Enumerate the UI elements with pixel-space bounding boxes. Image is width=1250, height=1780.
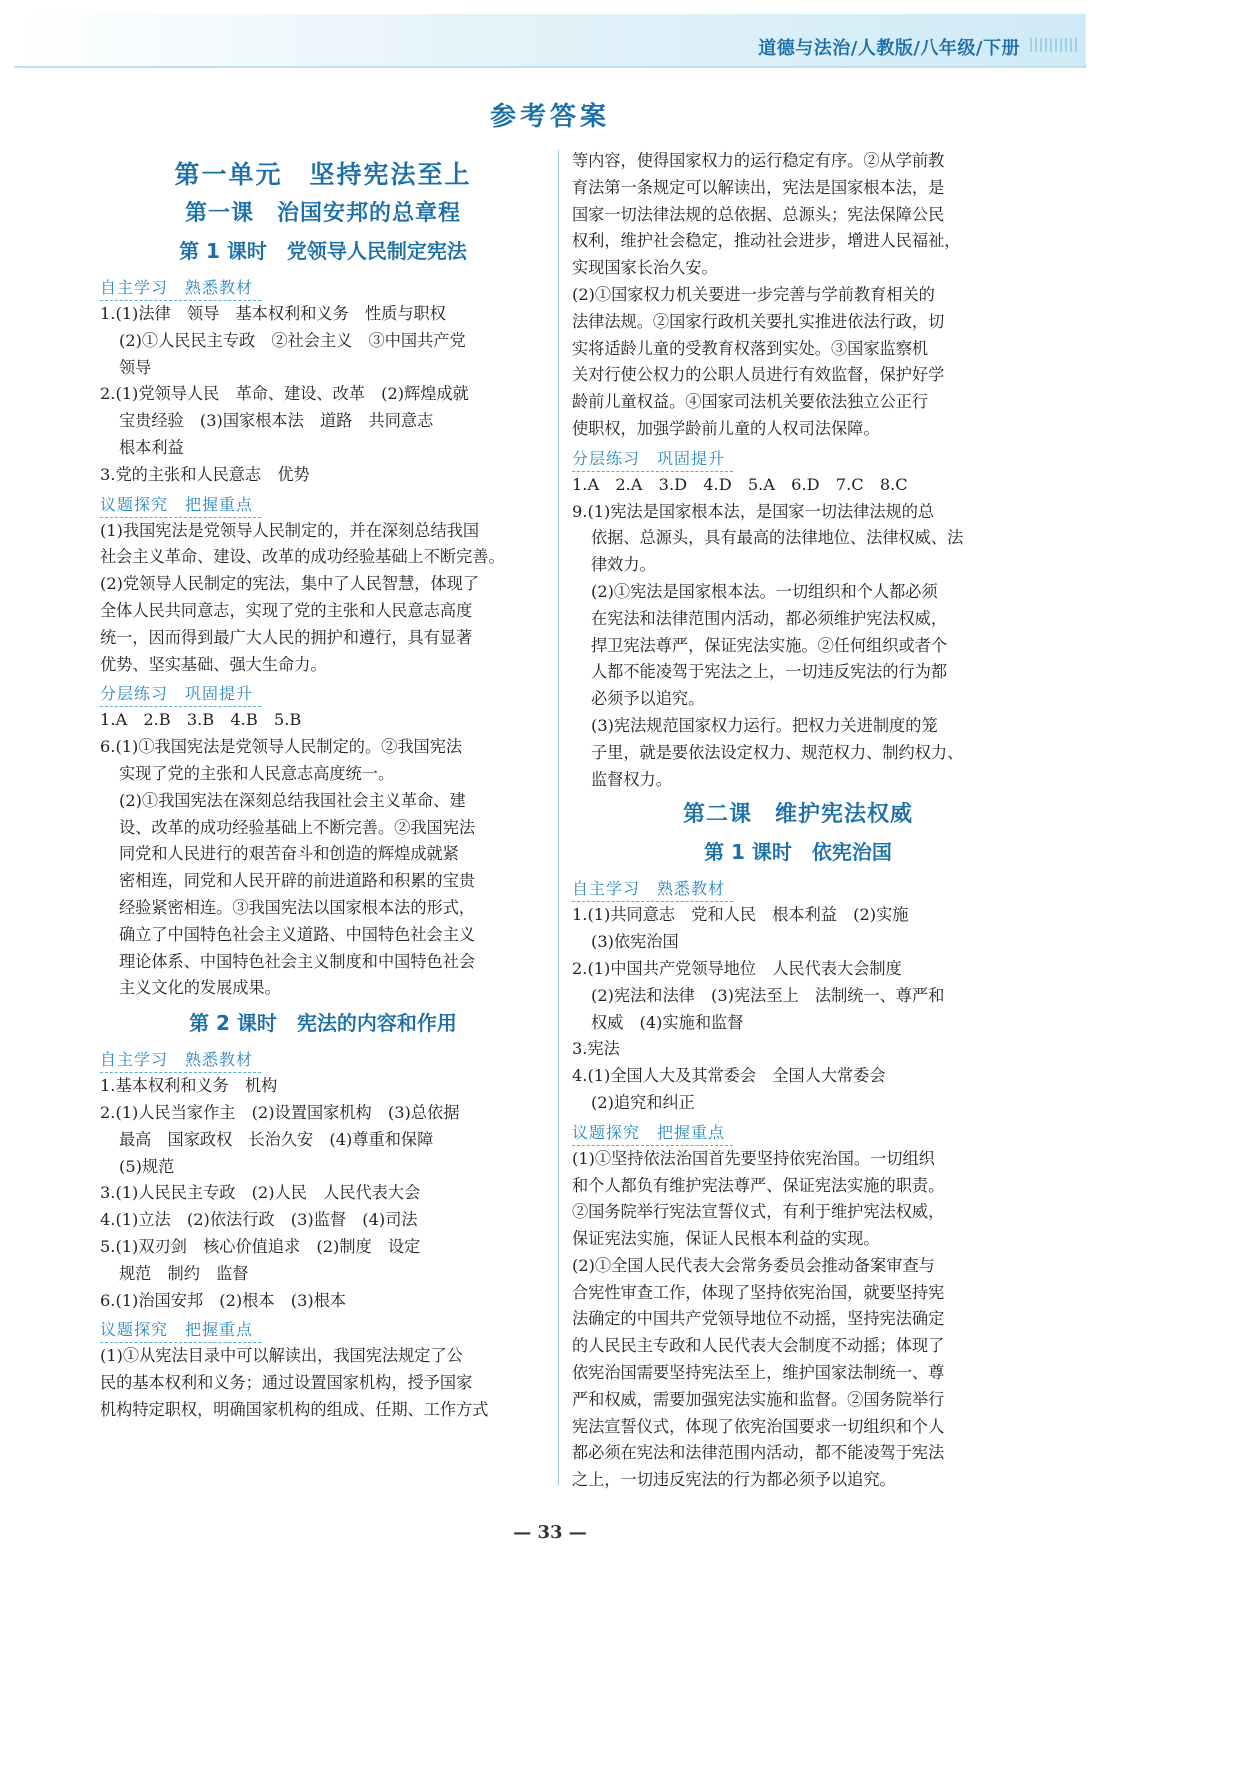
answer-line: (2)①全国人民代表大会常务委员会推动备案审查与 bbox=[572, 1255, 935, 1275]
page-title: 参考答案 bbox=[489, 102, 610, 132]
answer-line: (2)宪法和法律 (3)宪法至上 法制统一、尊严和 bbox=[591, 985, 945, 1005]
answer-line: 理论体系、中国特色社会主义制度和中国特色社会 bbox=[119, 951, 476, 971]
answer-line: 优势、坚实基础、强大生命力。 bbox=[100, 654, 327, 674]
header-decoration bbox=[1030, 38, 1080, 52]
answer-line: 1.A 2.A 3.D 4.D 5.A 6.D 7.C 8.C bbox=[572, 474, 908, 494]
period-title: 第 1 课时 依宪治国 bbox=[704, 840, 892, 865]
answer-line: 主义文化的发展成果。 bbox=[119, 978, 281, 998]
answer-line: 关对行使公权力的公职人员进行有效监督，保护好学 bbox=[572, 365, 945, 385]
answer-line: 依据、总源头，具有最高的法律地位、法律权威、法 bbox=[591, 528, 964, 548]
section-label: 议题探究 把握重点 bbox=[572, 1121, 733, 1146]
answer-block bbox=[100, 301, 546, 489]
left-column bbox=[100, 148, 546, 1424]
answer-line: ②国务院举行宪法宣誓仪式，有利于维护宪法权威， bbox=[572, 1202, 945, 1222]
answer-block bbox=[100, 518, 546, 679]
answer-line: (1)我国宪法是党领导人民制定的，并在深刻总结我国 bbox=[100, 520, 480, 540]
answer-line: 1.基本权利和义务 机构 bbox=[100, 1076, 278, 1096]
answer-line: 领导 bbox=[119, 357, 152, 377]
answer-line: 人都不能凌驾于宪法之上，一切违反宪法的行为都 bbox=[591, 662, 948, 682]
answer-line: (2)①我国宪法在深刻总结我国社会主义革命、建 bbox=[119, 790, 466, 810]
answer-line: 实现国家长治久安。 bbox=[572, 258, 718, 278]
answer-line: 规范 制约 监督 bbox=[119, 1263, 249, 1283]
section-label: 议题探究 把握重点 bbox=[100, 493, 261, 518]
answer-line: 最高 国家政权 长治久安 (4)尊重和保障 bbox=[119, 1129, 434, 1149]
answer-line: (2)①人民民主专政 ②社会主义 ③中国共产党 bbox=[119, 330, 466, 350]
answer-line: 经验紧密相连。③我国宪法以国家根本法的形式， bbox=[119, 897, 476, 917]
answer-line: (2)①宪法是国家根本法。一切组织和个人都必须 bbox=[591, 581, 938, 601]
answer-line: 使职权，加强学龄前儿童的人权司法保障。 bbox=[572, 418, 880, 438]
answer-line: 法律法规。②国家行政机关要扎实推进依法行政，切 bbox=[572, 311, 945, 331]
answer-line: 3.(1)人民民主专政 (2)人民 人民代表大会 bbox=[100, 1183, 421, 1203]
answer-line: 统一，因而得到最广大人民的拥护和遵行，具有显著 bbox=[100, 627, 473, 647]
answer-line: 严和权威，需要加强宪法实施和监督。②国务院举行 bbox=[572, 1389, 945, 1409]
answer-line: 律效力。 bbox=[591, 555, 656, 575]
unit-title: 第一单元 坚持宪法至上 bbox=[174, 160, 472, 189]
answer-line: 机构特定职权，明确国家机构的组成、任期、工作方式 bbox=[100, 1399, 489, 1419]
lesson-title: 第一课 治国安邦的总章程 bbox=[184, 201, 461, 226]
answer-line: (2)党领导人民制定的宪法，集中了人民智慧，体现了 bbox=[100, 574, 480, 594]
answer-line: (2)①国家权力机关要进一步完善与学前教育相关的 bbox=[572, 284, 935, 304]
answer-line: 2.(1)党领导人民 革命、建设、改革 (2)辉煌成就 bbox=[100, 384, 469, 404]
period-title: 第 1 课时 党领导人民制定宪法 bbox=[179, 239, 467, 263]
answer-line: 4.(1)立法 (2)依法行政 (3)监督 (4)司法 bbox=[100, 1210, 418, 1230]
answer-line: 之上，一切违反宪法的行为都必须予以追究。 bbox=[572, 1470, 896, 1490]
answer-line: 合宪性审查工作，体现了坚持依宪治国，就要坚持宪 bbox=[572, 1282, 945, 1302]
answer-block bbox=[572, 902, 1024, 1116]
answer-line: 5.(1)双刃剑 核心价值追求 (2)制度 设定 bbox=[100, 1236, 421, 1256]
answer-line: 在宪法和法律范围内活动，都必须维护宪法权威， bbox=[591, 608, 948, 628]
answer-line: (5)规范 bbox=[119, 1156, 175, 1176]
answer-line: (2)追究和纠正 bbox=[591, 1092, 695, 1112]
answer-line: 社会主义革命、建设、改革的成功经验基础上不断完善。 bbox=[100, 547, 505, 567]
answer-line: 9.(1)宪法是国家根本法，是国家一切法律法规的总 bbox=[572, 501, 935, 521]
answer-line: 法确定的中国共产党领导地位不动摇，坚持宪法确定 bbox=[572, 1309, 945, 1329]
answer-line: (3)宪法规范国家权力运行。把权力关进制度的笼 bbox=[591, 715, 938, 735]
answer-line: 1.A 2.B 3.B 4.B 5.B bbox=[100, 710, 302, 730]
section-label: 自主学习 熟悉教材 bbox=[572, 877, 733, 902]
answer-line: 实将适龄儿童的受教育权落到实处。③国家监察机 bbox=[572, 338, 929, 358]
answer-line: 2.(1)中国共产党领导地位 人民代表大会制度 bbox=[572, 958, 902, 978]
right-column bbox=[572, 148, 1024, 1494]
answer-line: 的人民民主专政和人民代表大会制度不动摇；体现了 bbox=[572, 1336, 945, 1356]
answer-line: 和个人都负有维护宪法尊严、保证宪法实施的职责。 bbox=[572, 1175, 945, 1195]
answer-line: 权利，维护社会稳定，推动社会进步，增进人民福祉， bbox=[572, 231, 961, 251]
answer-line: 3.宪法 bbox=[572, 1039, 620, 1059]
column-divider bbox=[558, 150, 559, 1485]
answer-line: 必须予以追究。 bbox=[591, 689, 705, 709]
answer-line: 宪法宣誓仪式，体现了依宪治国要求一切组织和个人 bbox=[572, 1416, 945, 1436]
answer-line: (1)①坚持依法治国首先要坚持依宪治国。一切组织 bbox=[572, 1148, 935, 1168]
answer-line: 2.(1)人民当家作主 (2)设置国家机构 (3)总依据 bbox=[100, 1102, 460, 1122]
answer-block bbox=[572, 472, 1024, 794]
answer-line: (1)①从宪法目录中可以解读出，我国宪法规定了公 bbox=[100, 1346, 463, 1366]
answer-line: 根本利益 bbox=[119, 437, 184, 457]
answer-line: 捍卫宪法尊严，保证宪法实施。②任何组织或者个 bbox=[591, 635, 948, 655]
answer-line: 确立了中国特色社会主义道路、中国特色社会主义 bbox=[119, 924, 476, 944]
page-number: — 33 — bbox=[513, 1522, 587, 1543]
answer-line: 依宪治国需要坚持宪法至上，维护国家法制统一、尊 bbox=[572, 1363, 945, 1383]
answer-block bbox=[100, 1343, 546, 1423]
answer-line: 权威 (4)实施和监督 bbox=[591, 1012, 744, 1032]
section-label: 分层练习 巩固提升 bbox=[572, 447, 733, 472]
answer-line: 同党和人民进行的艰苦奋斗和创造的辉煌成就紧 bbox=[119, 844, 459, 864]
answer-block bbox=[100, 707, 546, 1002]
section-label: 自主学习 熟悉教材 bbox=[100, 1048, 261, 1073]
answer-line: 全体人民共同意志，实现了党的主张和人民意志高度 bbox=[100, 600, 473, 620]
section-label: 自主学习 熟悉教材 bbox=[100, 276, 261, 301]
answer-line: 民的基本权利和义务；通过设置国家机构，授予国家 bbox=[100, 1373, 473, 1393]
answer-line: 设、改革的成功经验基础上不断完善。②我国宪法 bbox=[119, 817, 476, 837]
series-title: 道德与法治/人教版/八年级/下册 bbox=[758, 38, 1020, 59]
answer-line: 6.(1)治国安邦 (2)根本 (3)根本 bbox=[100, 1290, 347, 1310]
section-label: 议题探究 把握重点 bbox=[100, 1318, 261, 1343]
answer-block bbox=[572, 148, 1024, 443]
answer-line: 1.(1)法律 领导 基本权利和义务 性质与职权 bbox=[100, 304, 446, 323]
answer-line: 宝贵经验 (3)国家根本法 道路 共同意志 bbox=[119, 411, 434, 431]
answer-line: 6.(1)①我国宪法是党领导人民制定的。②我国宪法 bbox=[100, 737, 463, 757]
answer-line: 监督权力。 bbox=[591, 769, 672, 789]
answer-line: 3.党的主张和人民意志 优势 bbox=[100, 464, 310, 484]
answer-block bbox=[100, 1073, 546, 1314]
section-label: 分层练习 巩固提升 bbox=[100, 682, 261, 707]
answer-line: 等内容，使得国家权力的运行稳定有序。②从学前教 bbox=[572, 151, 945, 170]
answer-line: (3)依宪治国 bbox=[591, 932, 679, 952]
lesson-title: 第二课 维护宪法权威 bbox=[682, 802, 913, 828]
answer-line: 实现了党的主张和人民意志高度统一。 bbox=[119, 763, 395, 783]
answer-line: 4.(1)全国人大及其常委会 全国人大常委会 bbox=[572, 1066, 886, 1086]
answer-line: 密相连，同党和人民开辟的前进道路和积累的宝贵 bbox=[119, 871, 476, 891]
answer-line: 国家一切法律法规的总依据、总源头；宪法保障公民 bbox=[572, 204, 945, 224]
answer-line: 都必须在宪法和法律范围内活动，都不能凌驾于宪法 bbox=[572, 1443, 945, 1463]
answer-line: 龄前儿童权益。④国家司法机关要依法独立公正行 bbox=[572, 392, 929, 412]
answer-line: 1.(1)共同意志 党和人民 根本利益 (2)实施 bbox=[572, 905, 909, 925]
answer-line: 保证宪法实施，保证人民根本利益的实现。 bbox=[572, 1229, 880, 1249]
answer-line: 子里，就是要依法设定权力、规范权力、制约权力、 bbox=[591, 742, 964, 762]
answer-line: 育法第一条规定可以解读出，宪法是国家根本法，是 bbox=[572, 177, 945, 197]
answer-block bbox=[572, 1146, 1024, 1494]
period-title: 第 2 课时 宪法的内容和作用 bbox=[189, 1011, 457, 1036]
